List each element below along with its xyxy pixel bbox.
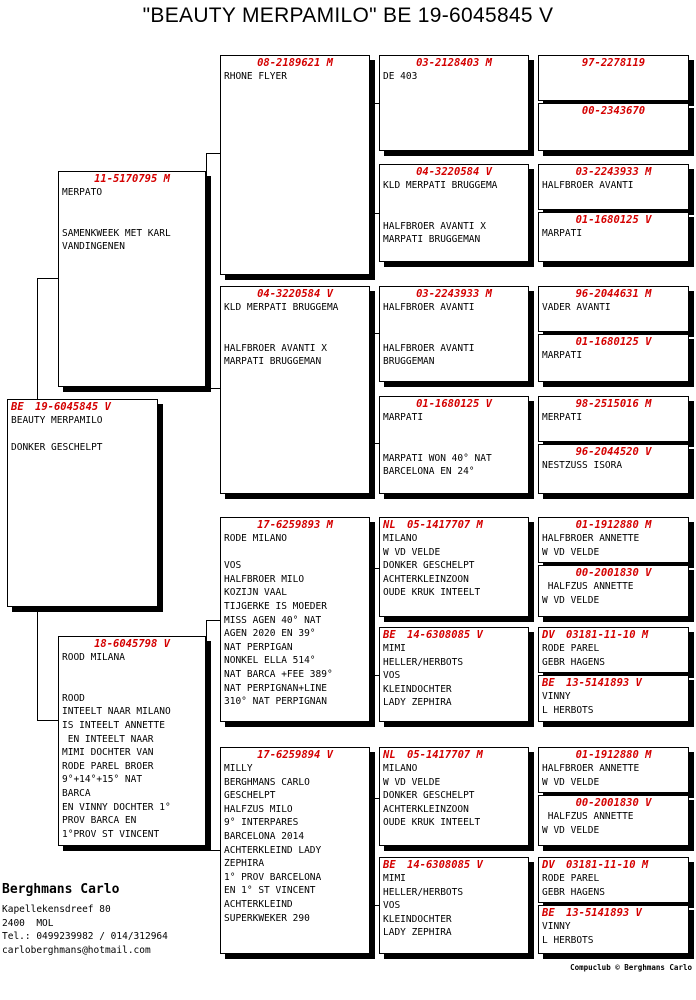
gen5-card-14[interactable]	[538, 795, 689, 846]
pigeon-info	[539, 117, 688, 119]
pigeon-info: RHONE FLYER	[224, 71, 287, 82]
gen5-card-2[interactable]	[538, 103, 689, 151]
ring-number: 08-2189621 M	[257, 57, 333, 69]
connector-line	[206, 720, 207, 850]
ring-number: 04-3220584 V	[416, 166, 492, 178]
ring-number: BE 14-6308085 V	[383, 859, 483, 871]
gen5-card-1[interactable]	[538, 55, 689, 101]
connector-line	[37, 720, 59, 721]
owner-email[interactable]: carloberghmans@hotmail.com	[2, 944, 151, 956]
gen5-card-9[interactable]	[538, 517, 689, 563]
owner-name: Berghmans Carlo	[2, 882, 120, 897]
pigeon-info: HALFBROER AVANTI HALFBROER AVANTI BRUGGEMAN	[383, 302, 475, 368]
dam-dam-dam-card[interactable]	[379, 857, 529, 954]
sire-dam-card[interactable]	[220, 286, 370, 494]
connector-line	[371, 103, 379, 104]
gen5-card-6[interactable]	[538, 334, 689, 382]
ring-number: 03-2243933 M	[416, 288, 492, 300]
dam-sire-card[interactable]	[220, 517, 370, 722]
ring-number: BE 13-5141893 V	[542, 677, 642, 689]
pigeon-info: KLD MERPATI BRUGGEMA HALFBROER AVANTI X MARPATI BRUGGEMAN	[383, 180, 498, 246]
ring-number: 18-6045798 V	[94, 638, 170, 650]
gen5-card-13[interactable]	[538, 747, 689, 793]
owner-city: 2400 MOL	[2, 917, 54, 929]
ring-number: NL 05-1417707 M	[383, 749, 483, 761]
ring-number: 96-2044631 M	[575, 288, 652, 300]
connector-line	[371, 443, 379, 444]
connector-line	[206, 153, 207, 278]
connector-line	[371, 568, 379, 569]
pigeon-info: VINNY L HERBOTS	[542, 691, 594, 716]
connector-line	[371, 675, 379, 676]
connector-line	[371, 798, 379, 799]
pigeon-info: MARPATI	[542, 350, 583, 361]
ring-number: NL 05-1417707 M	[383, 519, 483, 531]
gen5-card-4[interactable]	[538, 212, 689, 262]
dam-dam-sire-card[interactable]	[379, 747, 529, 846]
pigeon-info: RODE MILANO VOS HALFBROER MILO KOZIJN VAAL TIJGERKE IS MOEDER MISS AGEN 40° NAT AGEN 2020 EN 39° NAT PERPIGAN NONKEL ELLA 514° NAT BARCA +FEE 389° NAT PERPIGNAN+LINE 310° NAT PERPIGNAN	[224, 533, 333, 708]
connector-line	[37, 605, 38, 720]
connector-line	[206, 278, 207, 388]
pigeon-info: NESTZUSS ISORA	[542, 460, 623, 471]
dam-sire-sire-card[interactable]	[379, 517, 529, 617]
pigeon-info: RODE PAREL GEBR HAGENS	[542, 643, 605, 668]
connector-line	[371, 213, 379, 214]
sire-sire-card[interactable]	[220, 55, 370, 275]
owner-street: Kapellekensdreef 80	[2, 904, 111, 915]
connector-line	[206, 620, 207, 720]
pigeon-info: ROOD MILANA ROOD INTEELT NAAR MILANO IS INTEELT ANNETTE EN INTEELT NAAR MIMI DOCHTER VAN RODE PAREL BROER 9°+14°+15° NAT BARCA EN VINNY DOCHTER 1° PROV BARCA EN 1°PROV ST VINCENT	[62, 652, 171, 840]
pigeon-info: HALFBROER ANNETTE W VD VELDE	[542, 533, 640, 558]
connector-line	[206, 850, 220, 851]
sire-dam-dam-card[interactable]	[379, 396, 529, 494]
ring-number: 00-2343670	[581, 105, 646, 117]
dam-dam-card[interactable]	[220, 747, 370, 954]
connector-line	[206, 620, 220, 621]
gen5-card-3[interactable]	[538, 164, 689, 210]
ring-number: 00-2001830 V	[575, 797, 652, 809]
gen5-card-15[interactable]	[538, 857, 689, 903]
ring-number: 01-1680125 V	[575, 336, 652, 348]
ring-number: 03-2128403 M	[416, 57, 492, 69]
pigeon-info: HALFZUS ANNETTE W VD VELDE	[542, 581, 634, 606]
ring-number: 97-2278119	[581, 57, 646, 69]
pigeon-info: MIMI HELLER/HERBOTS VOS KLEINDOCHTER LADY ZEPHIRA	[383, 873, 464, 939]
ring-number: DV 03181-11-10 M	[542, 629, 649, 641]
connector-line	[37, 278, 59, 279]
gen5-card-11[interactable]	[538, 627, 689, 673]
sire-sire-dam-card[interactable]	[379, 164, 529, 262]
ring-number: 98-2515016 M	[575, 398, 652, 410]
subject-card[interactable]	[7, 399, 158, 607]
pigeon-info: MARPATI	[542, 228, 583, 239]
ring-number: BE 14-6308085 V	[383, 629, 483, 641]
pigeon-info: HALFBROER AVANTI	[542, 180, 634, 191]
gen5-card-10[interactable]	[538, 565, 689, 617]
connector-line	[37, 278, 38, 400]
connector-line	[206, 388, 220, 389]
gen5-card-5[interactable]	[538, 286, 689, 332]
ring-number: BE 13-5141893 V	[542, 907, 642, 919]
sire-card[interactable]	[58, 171, 206, 387]
pigeon-info: BEAUTY MERPAMILO DONKER GESCHELPT	[11, 415, 103, 454]
ring-number: 96-2044520 V	[575, 446, 652, 458]
owner-phone: Tel.: 0499239982 / 014/312964	[2, 931, 168, 943]
gen5-card-12[interactable]	[538, 675, 689, 722]
pigeon-info: HALFZUS ANNETTE W VD VELDE	[542, 811, 634, 836]
gen5-card-16[interactable]	[538, 905, 689, 954]
page-title: "BEAUTY MERPAMILO" BE 19-6045845 V	[142, 4, 554, 27]
pigeon-info: MARPATI MARPATI WON 40° NAT BARCELONA EN 24°	[383, 412, 492, 478]
pigeon-info: KLD MERPATI BRUGGEMA HALFBROER AVANTI X MARPATI BRUGGEMAN	[224, 302, 339, 368]
pigeon-info: MERPATI	[542, 412, 583, 423]
pigeon-info: MILLY BERGHMANS CARLO GESCHELPT HALFZUS MILO 9° INTERPARES BARCELONA 2014 ACHTERKLEIND LADY ZEPHIRA 1° PROV BARCELONA EN 1° ST VINCENT ACHTERKLEIND SUPERKWEKER 290	[224, 763, 322, 924]
ring-number: 17-6259894 V	[257, 749, 333, 761]
pigeon-info: RODE PAREL GEBR HAGENS	[542, 873, 605, 898]
ring-number: 03-2243933 M	[575, 166, 652, 178]
sire-dam-sire-card[interactable]	[379, 286, 529, 382]
ring-number: 00-2001830 V	[575, 567, 652, 579]
gen5-card-7[interactable]	[538, 396, 689, 442]
pigeon-info: MILANO W VD VELDE DONKER GESCHELPT ACHTERKLEINZOON OUDE KRUK INTEELT	[383, 533, 481, 599]
ring-number: DV 03181-11-10 M	[542, 859, 649, 871]
ring-number: 01-1680125 V	[416, 398, 492, 410]
sire-sire-sire-card[interactable]	[379, 55, 529, 151]
pigeon-info	[539, 69, 688, 71]
ring-number: 04-3220584 V	[257, 288, 333, 300]
ring-number: 17-6259893 M	[257, 519, 333, 531]
pigeon-info: MILANO W VD VELDE DONKER GESCHELPT ACHTERKLEINZOON OUDE KRUK INTEELT	[383, 763, 481, 829]
ring-number: 11-5170795 M	[94, 173, 170, 185]
owner-info	[2, 882, 168, 957]
dam-card[interactable]	[58, 636, 206, 846]
ring-number: 01-1912880 M	[575, 749, 652, 761]
connector-line	[371, 333, 379, 334]
pigeon-info: MERPATO SAMENKWEEK MET KARL VANDINGENEN	[62, 187, 171, 253]
gen5-card-8[interactable]	[538, 444, 689, 494]
pigeon-info: HALFBROER ANNETTE W VD VELDE	[542, 763, 640, 788]
ring-number: BE 19-6045845 V	[11, 401, 111, 413]
pigeon-info: DE 403	[383, 71, 418, 82]
pigeon-info: VADER AVANTI	[542, 302, 611, 313]
dam-sire-dam-card[interactable]	[379, 627, 529, 722]
ring-number: 01-1680125 V	[575, 214, 652, 226]
ring-number: 01-1912880 M	[575, 519, 652, 531]
footer-credit: Compuclub © Berghmans Carlo	[570, 963, 692, 972]
connector-line	[371, 905, 379, 906]
pigeon-info: MIMI HELLER/HERBOTS VOS KLEINDOCHTER LADY ZEPHIRA	[383, 643, 464, 709]
pigeon-info: VINNY L HERBOTS	[542, 921, 594, 946]
connector-line	[206, 153, 220, 154]
